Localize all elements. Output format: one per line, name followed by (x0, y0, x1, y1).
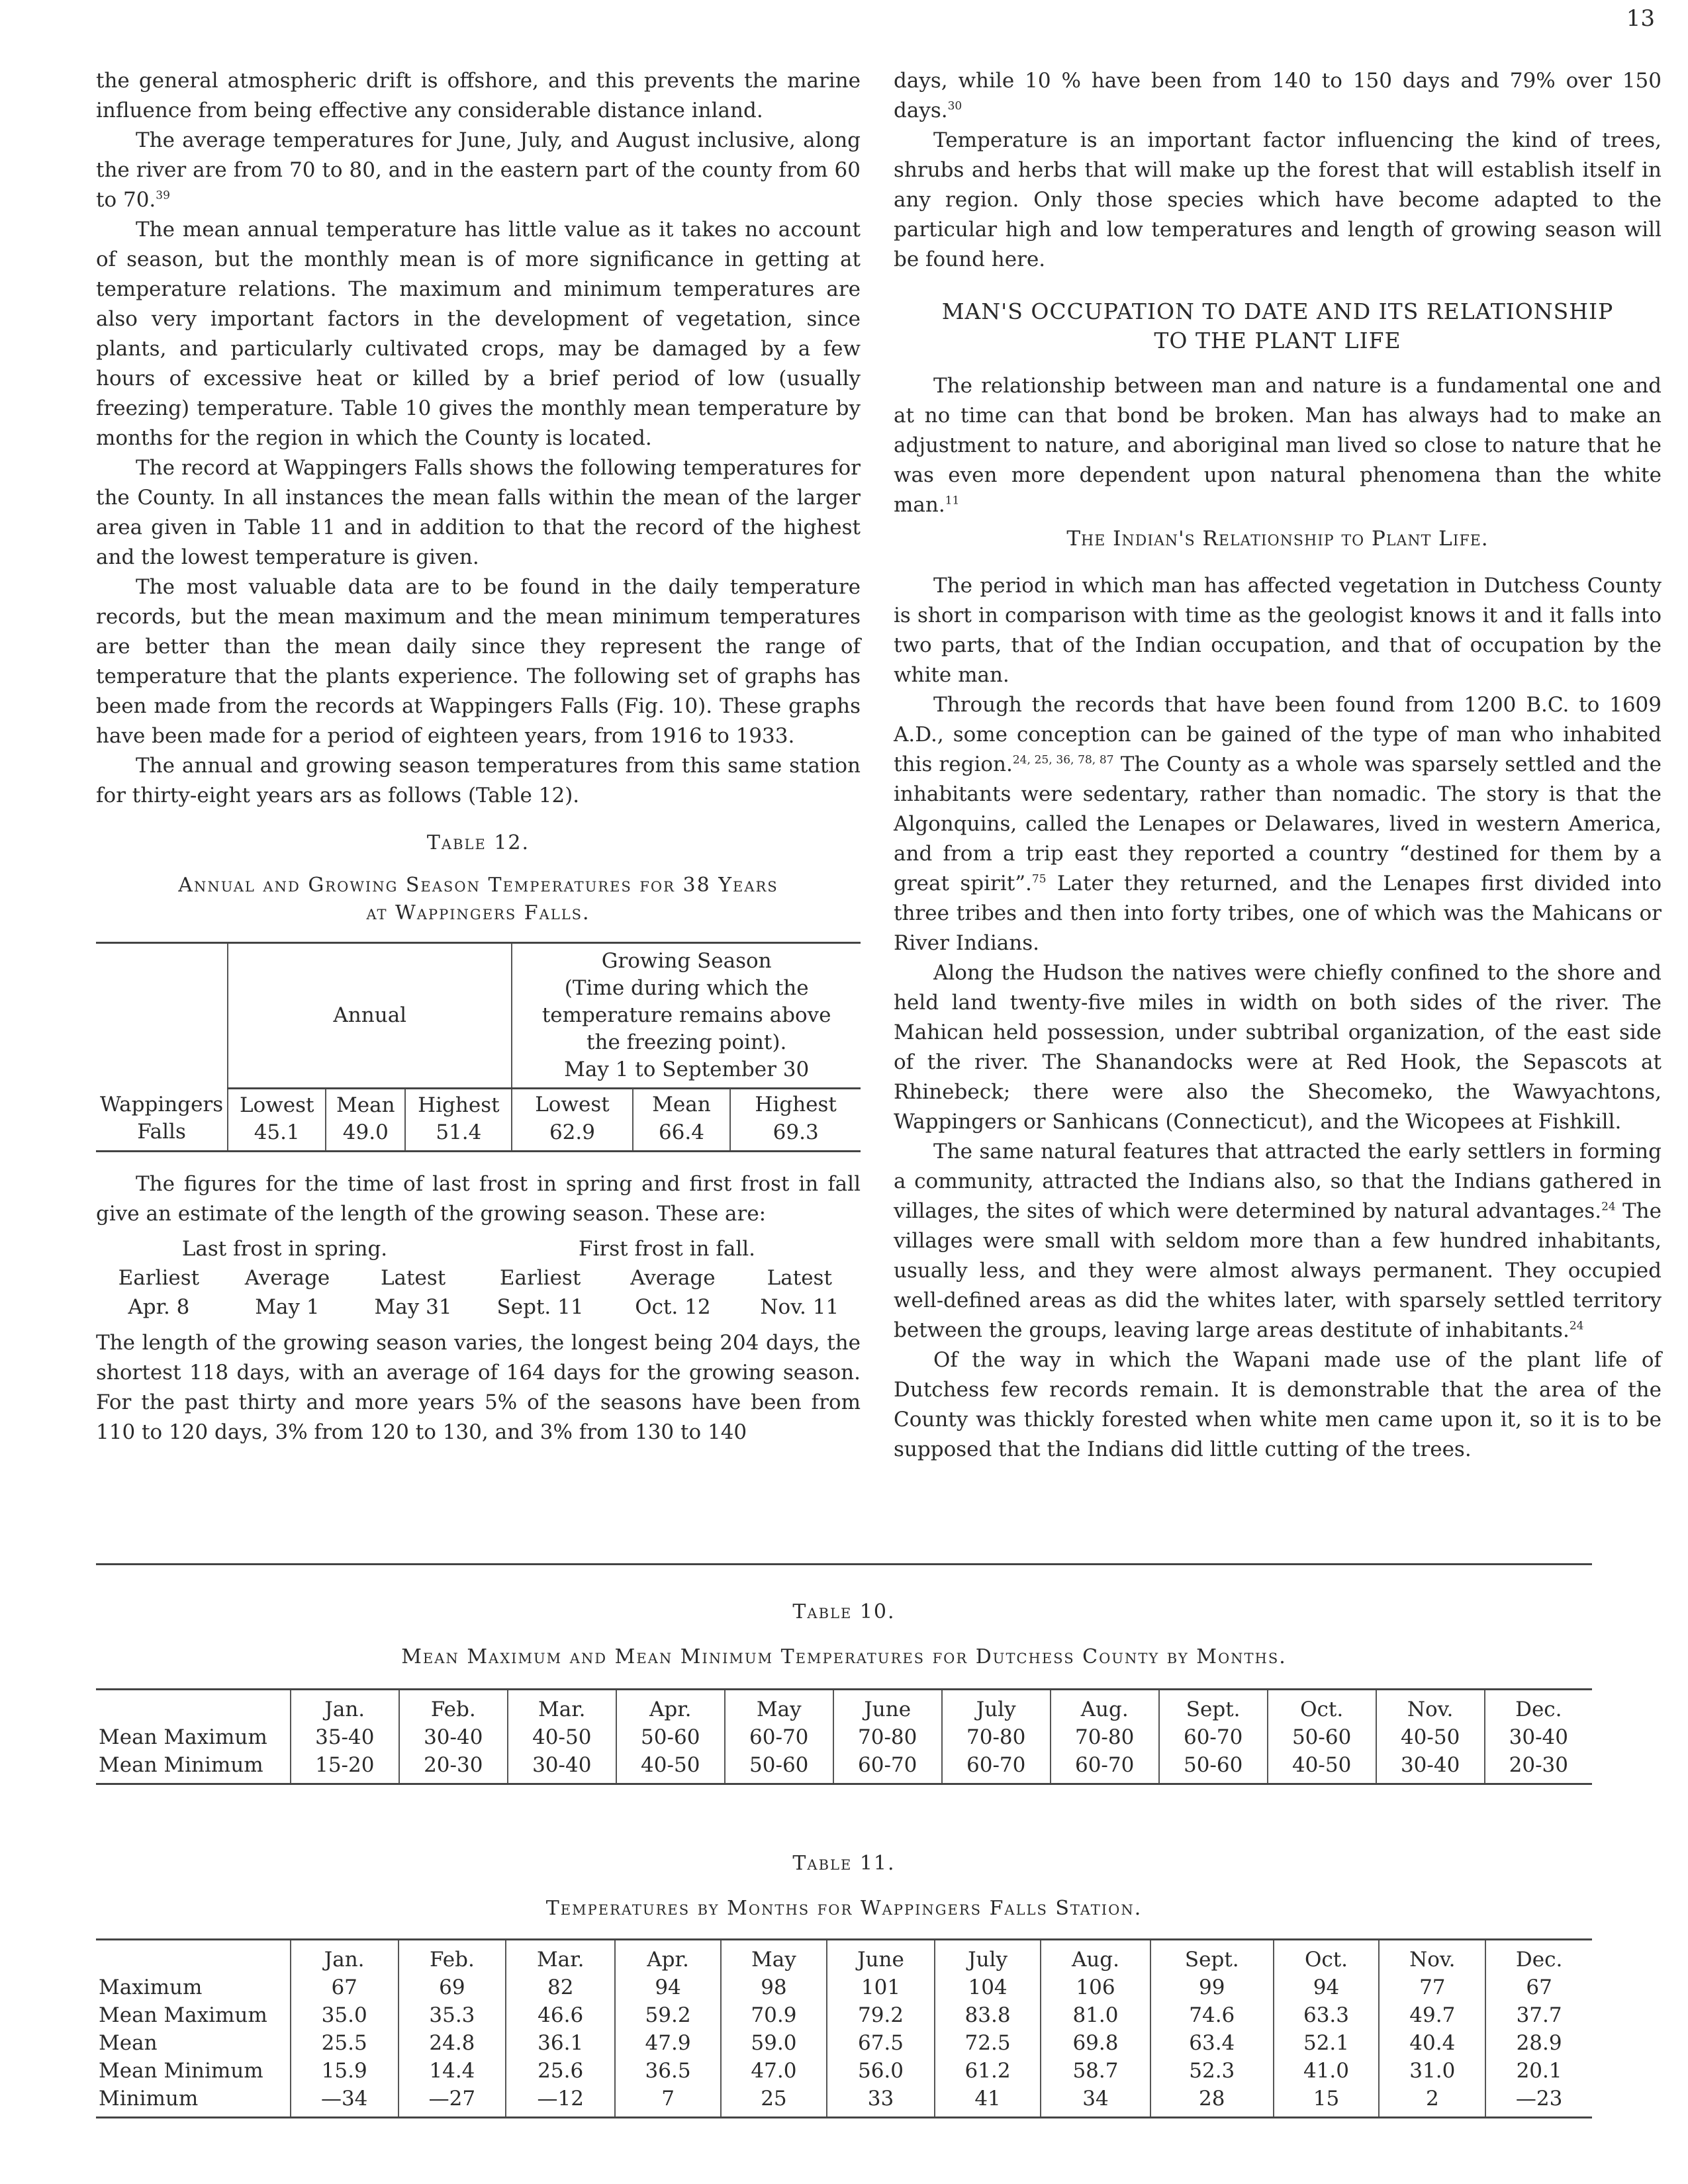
station-label: Wappingers Falls (96, 1089, 228, 1152)
table-cell: 30-40 (1509, 1725, 1568, 1749)
citation: 30 (947, 99, 962, 113)
frost-date: Apr. 8 (128, 1295, 190, 1319)
table-cell: 25.6 (506, 2057, 615, 2085)
table-cell: 60-70 (833, 1751, 942, 1784)
paragraph: The relationship between man and nature is a fundamental one and at no time can that bond be broken. Man has always had to make an adjustment to nature, and aboriginal man lived so close to nature that he was even more dependent upon natural phenomena than the white man.$^{11}$ (894, 374, 1662, 517)
frost-dates (96, 1234, 861, 1322)
paragraph: days, while 10 % have been from 140 to 150 days and 79% over 150 days.$^{30}$ (894, 69, 1662, 122)
col-header: Mean (326, 1089, 405, 1120)
right-column (894, 66, 1662, 1465)
table-cell: 99 (1150, 1974, 1274, 2001)
frost-date: Nov. 11 (760, 1295, 839, 1319)
month-header: Aug. (1041, 1940, 1150, 1974)
citation: 39 (156, 189, 170, 203)
section-heading: MAN'S OCCUPATION TO DATE AND ITS RELATIONSHIP TO THE PLANT LIFE (941, 298, 1614, 353)
table-cell: 98 (721, 1974, 827, 2001)
month-header: Sept. (1159, 1690, 1268, 1724)
table-cell: —23 (1485, 2085, 1592, 2118)
table-cell: 94 (615, 1974, 721, 2001)
table-cell: 70.9 (721, 2001, 827, 2029)
paragraph: Along the Hudson the natives were chiefly confined to the shore and held land twenty-five miles in width on both sides of the river. The Mahican held possession, under subtribal organization, of the east side of the river. The Shanandocks were at Red Hook, the Sepascots at Rhinebeck; there were also the Shecomeko, the Wawyachtons, Wappingers or Sanhicans (Connecticut), and the Wicopees at Fishkill. (894, 961, 1662, 1134)
table-cell: 34 (1041, 2085, 1150, 2118)
paragraph: The period in which man has affected vegetation in Dutchess County is short in comparison with time as the geologist knows it and it falls into two parts, that of the Indian occupation, and that of occupation by the white man. (894, 574, 1662, 687)
table-cell: —12 (506, 2085, 615, 2118)
paragraph: the general atmospheric drift is offshore, and this prevents the marine influence from being effective any considerable distance inland. (96, 69, 861, 122)
paragraph: Of the way in which the Wapani made use of the plant life of Dutchess few records remain. It is demonstrable that the area of the County was thickly forested when white men came upon it, so it is to be supposed that the Indians did little cutting of the trees. (894, 1348, 1662, 1461)
table-cell: 50-60 (725, 1751, 833, 1784)
paragraph: The record at Wappingers Falls shows the following temperatures for the County. In all instances the mean falls within the mean of the larger area given in Table 11 and in addition to that the record of the highest and the lowest temperature is given. (96, 456, 861, 569)
growing-season-header: Growing Season (Time during which the temperature remains above the freezing point). May 1 to September 30 (512, 943, 861, 1089)
frost-label: Earliest (499, 1266, 581, 1290)
table-cell: 59.0 (721, 2029, 827, 2057)
table-cell: 60-70 (1051, 1751, 1159, 1784)
table-row (96, 1723, 1592, 1751)
month-header: Aug. (1051, 1690, 1159, 1724)
paragraph: The annual and growing season temperatures from this same station for thirty-eight years ars as follows (Table 12). (96, 754, 861, 807)
row-label: Mean Maximum (96, 1723, 291, 1751)
frost-label: Earliest (118, 1266, 200, 1290)
table11-caption: Temperatures by Months for Wappingers Falls Station. (545, 1897, 1143, 1920)
row-label: Mean Minimum (96, 2057, 291, 2085)
table-cell: 82 (506, 1974, 615, 2001)
month-header: Feb. (399, 1690, 508, 1724)
table-cell: 70-80 (833, 1723, 942, 1751)
table-cell: 40-50 (1376, 1723, 1485, 1751)
month-header: Dec. (1485, 1940, 1592, 1974)
paragraph: The figures for the time of last frost in spring and first frost in fall give an estimate of the length of the growing season. These are: (96, 1172, 861, 1226)
month-header: Mar. (508, 1690, 616, 1724)
fall-frost-title: First frost in fall. (578, 1237, 755, 1261)
month-header: Jan. (291, 1940, 399, 1974)
table-cell: 14.4 (399, 2057, 506, 2085)
table-cell: 41.0 (1274, 2057, 1380, 2085)
row-label: Minimum (96, 2085, 291, 2118)
frost-label: Latest (767, 1266, 832, 1290)
table-cell: 15 (1274, 2085, 1380, 2118)
frost-date: Sept. 11 (496, 1295, 584, 1319)
table-cell: 7 (615, 2085, 721, 2118)
month-header: Oct. (1274, 1940, 1380, 1974)
table-cell: 41 (935, 2085, 1041, 2118)
table-cell: 47.9 (615, 2029, 721, 2057)
month-header: June (827, 1940, 935, 1974)
table-cell: 30-40 (508, 1751, 616, 1784)
table-cell: 28.9 (1516, 2031, 1562, 2055)
table-cell: 35.0 (291, 2001, 399, 2029)
col-header: Highest (755, 1093, 837, 1117)
table-cell: 72.5 (935, 2029, 1041, 2057)
table-cell: 52.3 (1150, 2057, 1274, 2085)
table-cell: 67.5 (827, 2029, 935, 2057)
table-cell: 66.4 (633, 1119, 731, 1152)
month-header: Oct. (1268, 1690, 1376, 1724)
frost-label: Average (630, 1266, 716, 1290)
col-header: Highest (405, 1089, 512, 1120)
table-cell: 67 (1526, 1976, 1552, 1999)
table-cell: 52.1 (1274, 2029, 1380, 2057)
table11-title: Table 11. (792, 1852, 896, 1875)
table-cell: 104 (935, 1974, 1041, 2001)
left-column (96, 66, 861, 1447)
table-cell: 2 (1379, 2085, 1485, 2118)
citation: 24, 25, 36, 78, 87 (1012, 753, 1114, 767)
month-header: June (833, 1690, 942, 1724)
table-cell: 45.1 (228, 1119, 326, 1152)
table-header-row (96, 1690, 1592, 1724)
table-cell: 31.0 (1379, 2057, 1485, 2085)
table-cell: 74.6 (1150, 2001, 1274, 2029)
row-label: Maximum (96, 1974, 291, 2001)
table-row (96, 2029, 1592, 2057)
table-cell: 20-30 (399, 1751, 508, 1784)
month-header: Apr. (615, 1940, 721, 1974)
table-cell: 101 (827, 1974, 935, 2001)
frost-date: Oct. 12 (635, 1295, 711, 1319)
table-cell: 36.1 (506, 2029, 615, 2057)
month-header: May (725, 1690, 833, 1724)
table-row (96, 1751, 1592, 1784)
table-cell: 70-80 (942, 1723, 1051, 1751)
month-header: Dec. (1485, 1690, 1592, 1724)
table-cell: 28 (1150, 2085, 1274, 2118)
table-cell: 20-30 (1485, 1751, 1592, 1784)
table10-title: Table 10. (792, 1600, 896, 1623)
table-cell: 15-20 (291, 1751, 399, 1784)
table-cell: 69.3 (730, 1119, 861, 1152)
citation: 11 (945, 494, 960, 508)
col-header: Lowest (512, 1089, 632, 1120)
table-cell: 63.4 (1150, 2029, 1274, 2057)
month-header: Nov. (1376, 1690, 1485, 1724)
table-cell: 40-50 (616, 1751, 725, 1784)
section-divider (96, 1563, 1592, 1565)
spring-frost-title: Last frost in spring. (181, 1237, 388, 1261)
month-header: July (935, 1940, 1041, 1974)
table-11 (96, 1938, 1592, 2118)
row-label: Mean Maximum (96, 2001, 291, 2029)
paragraph: The mean annual temperature has little value as it takes no account of season, but the monthly mean is of more significance in getting at temperature relations. The maximum and minimum temperatures are also very important factors in the development of vegetation, since plants, and particularly cultivated crops, may be damaged by a few hours of excessive heat or killed by a brief period of low (usually freezing) temperature. Table 10 gives the monthly mean temperature by months for the region in which the County is located. (96, 218, 861, 450)
table-cell: 36.5 (615, 2057, 721, 2085)
table12-caption: Annual and Growing Season Temperatures for 38 Years at Wappingers Falls. (178, 874, 778, 925)
month-header: May (721, 1940, 827, 1974)
table-cell: 63.3 (1274, 2001, 1380, 2029)
paragraph: The length of the growing season varies, the longest being 204 days, the shortest 118 days, with an average of 164 days for the growing season. For the past thirty and more years 5% of the seasons have been from 110 to 120 days, 3% from 120 to 130, and 3% from 130 to 140 (96, 1331, 861, 1444)
citation: 75 (1031, 872, 1047, 886)
table-cell: 49.7 (1379, 2001, 1485, 2029)
table-cell: 60-70 (725, 1723, 833, 1751)
frost-date: May 31 (374, 1295, 452, 1319)
table-cell: 30-40 (399, 1723, 508, 1751)
table-cell: 40.4 (1379, 2029, 1485, 2057)
month-header: Nov. (1379, 1940, 1485, 1974)
table-cell: 30-40 (1376, 1751, 1485, 1784)
paragraph: The average temperatures for June, July, and August inclusive, along the river are from 70 to 80, and in the eastern part of the county from 60 to 70.39 (96, 128, 861, 212)
table-cell: 37.7 (1516, 2003, 1562, 2027)
table-cell: 47.0 (721, 2057, 827, 2085)
table-cell: 106 (1041, 1974, 1150, 2001)
table-cell: 94 (1274, 1974, 1380, 2001)
table-cell: —27 (399, 2085, 506, 2118)
month-header: Mar. (506, 1940, 615, 1974)
table-cell: 58.7 (1041, 2057, 1150, 2085)
table-cell: 40-50 (508, 1723, 616, 1751)
table-cell: 61.2 (935, 2057, 1041, 2085)
frost-label: Latest (380, 1266, 446, 1290)
table-cell: 60-70 (942, 1751, 1051, 1784)
table-cell: 77 (1379, 1974, 1485, 2001)
page-number: 13 (1626, 5, 1655, 32)
table-cell: 56.0 (827, 2057, 935, 2085)
citation: 24 (1569, 1319, 1584, 1333)
table-cell: 83.8 (935, 2001, 1041, 2029)
table-cell: 79.2 (827, 2001, 935, 2029)
table-12 (96, 942, 861, 1152)
table-cell: 59.2 (615, 2001, 721, 2029)
table-cell: 50-60 (1268, 1723, 1376, 1751)
table-row (96, 2057, 1592, 2085)
month-header: Apr. (616, 1690, 725, 1724)
table-row (96, 1974, 1592, 2001)
paragraph: The most valuable data are to be found in the daily temperature records, but the mean maximum and the mean minimum temperatures are better than the mean daily since they represent the range of temperature that the plants experience. The following set of graphs has been made from the records at Wappingers Falls (Fig. 10). These graphs have been made for a period of eighteen years, from 1916 to 1933. (96, 575, 861, 748)
table-cell: 67 (291, 1974, 399, 2001)
table-cell: 46.6 (506, 2001, 615, 2029)
table11-block (96, 1850, 1592, 2118)
table-cell: 62.9 (512, 1119, 632, 1152)
paragraph: Temperature is an important factor influencing the kind of trees, shrubs and herbs that will make up the forest that will establish itself in any region. Only those species which have become adapted to the particular high and low temperatures and length of growing season will be found here. (894, 128, 1662, 271)
frost-label: Average (244, 1266, 330, 1290)
month-header: Sept. (1150, 1940, 1274, 1974)
month-header: July (942, 1690, 1051, 1724)
table-cell: 50-60 (1159, 1751, 1268, 1784)
table-cell: 25.5 (291, 2029, 399, 2057)
row-label: Mean Minimum (96, 1751, 291, 1784)
table-cell: 69 (399, 1974, 506, 2001)
table-cell: 81.0 (1041, 2001, 1150, 2029)
paragraph: Through the records that have been found from 1200 B.C. to 1609 A.D., some conception can be gained of the type of man who inhabited this region.$^{24, 25, 36, 78, 87}$ The County as a whole was sparsely settled and the inhabitants were sedentary, rather than nomadic. The story is that the Algonquins, called the Lenapes or Delawares, lived in western America, and from a trip east they reported a country “destined for them by a great spirit”.$^{75}$ Later they returned, and the Lenapes first divided into three tribes and then into forty tribes, one of which was the Mahicans or River Indians. (894, 693, 1662, 955)
table-cell: 70-80 (1051, 1723, 1159, 1751)
table-row (96, 2001, 1592, 2029)
table10-block (96, 1598, 1592, 1785)
row-label: Mean (96, 2029, 291, 2057)
paragraph: The same natural features that attracted the early settlers in forming a community, attracted the Indians also, so that the Indians gathered in villages, the sites of which were determined by natural advantages.$^{24}$ The villages were small with seldom more than a few hundred inhabitants, usually less, and they were almost always permanent. They occupied well-defined areas as did the whites later, with sparsely settled territory between the groups, leaving large areas destitute of inhabitants.$^{24}$ (894, 1140, 1662, 1342)
table-cell: 50-60 (616, 1723, 725, 1751)
table-cell: 24.8 (399, 2029, 506, 2057)
month-header: Jan. (291, 1690, 399, 1724)
table-cell: —34 (291, 2085, 399, 2118)
table10-caption: Mean Maximum and Mean Minimum Temperatures for Dutchess County by Months. (401, 1645, 1287, 1668)
frost-date: May 1 (255, 1295, 320, 1319)
table-cell: 15.9 (291, 2057, 399, 2085)
table-cell: 35-40 (291, 1723, 399, 1751)
table-cell: 33 (827, 2085, 935, 2118)
annual-header: Annual (228, 943, 512, 1089)
col-header: Mean (633, 1089, 731, 1120)
table-cell: 69.8 (1041, 2029, 1150, 2057)
table-cell: 25 (721, 2085, 827, 2118)
table-cell: 51.4 (405, 1119, 512, 1152)
citation: 24 (1601, 1200, 1616, 1214)
table-header-row (96, 1940, 1592, 1974)
table-cell: 60-70 (1159, 1723, 1268, 1751)
month-header: Feb. (399, 1940, 506, 1974)
table-row (96, 1089, 861, 1120)
subheading: The Indian's Relationship to Plant Life. (1066, 527, 1489, 551)
table-10 (96, 1688, 1592, 1785)
table-cell: 35.3 (399, 2001, 506, 2029)
table-cell: 40-50 (1268, 1751, 1376, 1784)
col-header: Lowest (228, 1089, 326, 1120)
table-cell: 49.0 (326, 1119, 405, 1152)
table12-title: Table 12. (426, 831, 530, 854)
table-row (96, 2085, 1592, 2118)
table-cell: 20.1 (1516, 2059, 1562, 2083)
